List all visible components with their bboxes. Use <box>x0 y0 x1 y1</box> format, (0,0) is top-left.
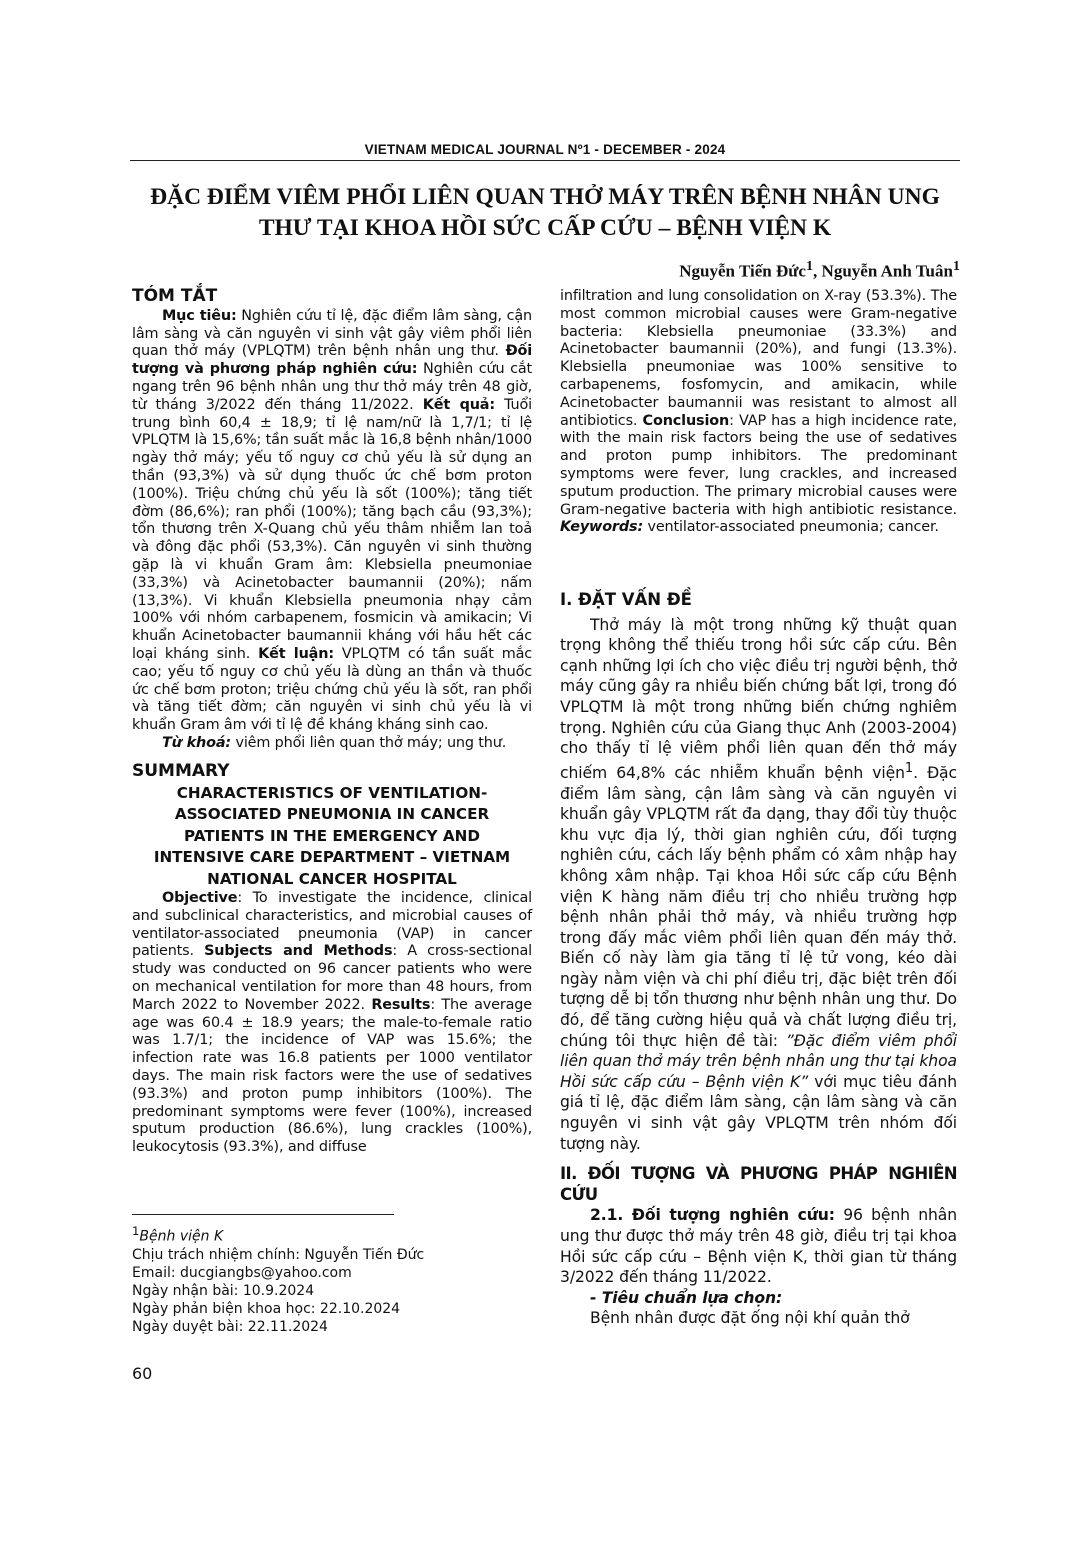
summary-keywords-text: ventilator-associated pneumonia; cancer. <box>643 519 939 536</box>
summary-results-label: Results <box>371 996 431 1013</box>
authors <box>560 258 960 282</box>
responsible-author: Chịu trách nhiệm chính: Nguyễn Tiến Đức <box>132 1246 425 1263</box>
left-column <box>132 286 533 1157</box>
section-1-text-c: với mục tiêu đánh giá tỉ lệ, đặc điểm lâm sàng, cận lâm sàng và căn nguyên vi sinh vật gây VPLQTM trên nhóm đối tượng này. <box>560 1072 957 1153</box>
summary-keywords-label: Keywords: <box>560 519 644 536</box>
summary-conclusion-text: : VAP has a high incidence rate, with the main risk factors being the use of sedatives and proton pump inhibitors. The predominant symptoms were fever, lung crackles, and increased sputum production. The primary microbial causes were Gram-negative bacteria with high antibiotic resistance. <box>560 412 957 518</box>
section-1-paragraph <box>560 615 957 1155</box>
keywords-vi-label: Từ khoá: <box>162 734 232 751</box>
page-number: 60 <box>132 1364 153 1383</box>
date-accepted: Ngày duyệt bài: 22.11.2024 <box>132 1318 328 1335</box>
author-1: Nguyễn Tiến Đức <box>679 261 806 281</box>
conclusion-text: VPLQTM có tần suất mắc cao; yếu tố nguy cơ chủ yếu là dùng an thần và thuốc ức chế bơm proton; triệu chứng chủ yếu là sốt, ran phổi và tăng tiết đờm; căn nguyên vi sinh chủ yếu là vi khuẩn Gram âm với tỉ lệ đề kháng kháng sinh cao. <box>132 645 532 734</box>
summary-results-text-right: infiltration and lung consolidation on X-ray (53.3%). The most common microbial causes were Gram-negative bacteria: Klebsiella pneumoniae (33.3%) and Acinetobacter baumannii (20%), and fungi (13.3%). Klebsiella pneumoniae was 100% sensitive to carbapenems, fosfomycin, and amikacin, while Acinetobacter baumannii was resistant to almost all antibiotics. <box>560 288 957 429</box>
abstract-vi-body <box>132 308 532 735</box>
section-2-1-text: 96 bệnh nhân ung thư được thở máy trên 48 giờ, điều trị tại khoa Hồi sức cấp cứu – Bệnh viện K, thời gian từ tháng 3/2022 đến tháng 11/2022. <box>560 1206 957 1287</box>
footnote-rule <box>132 1214 394 1215</box>
methods-text: Nghiên cứu cắt ngang trên 96 bệnh nhân ung thư thở máy trên 48 giờ, từ tháng 3/2022 đến tháng 11/2022. <box>132 361 532 413</box>
journal-header: VIETNAM MEDICAL JOURNAL Nº1 - DECEMBER - 2024 <box>364 142 726 157</box>
section-2-1-paragraph <box>560 1205 957 1287</box>
keywords-vi <box>132 735 532 753</box>
section-2-heading: II. ĐỐI TƯỢNG VÀ PHƯƠNG PHÁP NGHIÊN CỨU <box>560 1164 957 1204</box>
footnotes <box>132 1222 552 1336</box>
summary-methods-text: : A cross-sectional study was conducted on 96 cancer patients who were on mechanical ventilation for more than 48 hours, from March 2022 to November 2022. <box>132 943 532 1013</box>
summary-conclusion-label: Conclusion <box>642 412 730 429</box>
affiliation-sup: 1 <box>132 1224 140 1238</box>
header-rule <box>130 160 960 161</box>
author-separator: , <box>813 261 822 281</box>
section-1-text-a: Thở máy là một trong những kỹ thuật quan trọng không thể thiếu trong hồi sức cấp cứu. Bên cạnh những lợi ích cho việc điều trị người bệnh, thở máy cũng gây ra nhiều biến chứng bất lợi, trong đó VPLQTM là một trong những biến chứng nghiêm trọng. Nghiên cứu của Giang thục Anh (2003-2004) cho thấy tỉ lệ viêm phổi liên quan đến thở máy chiếm 64,8% các nhiễm khuẩn bệnh viện <box>560 615 957 782</box>
section-1-heading: I. ĐẶT VẤN ĐỀ <box>560 590 692 609</box>
date-reviewed: Ngày phản biện khoa học: 22.10.2024 <box>132 1300 401 1317</box>
study-topic: ”Đặc điểm viêm phổi liên quan thở máy trên bệnh nhân ung thư tại khoa Hồi sức cấp cứu – Bệnh viện K” <box>560 1031 957 1091</box>
criteria-text: Bệnh nhân được đặt ống nội khí quản thở <box>590 1309 910 1328</box>
section-1-text-b: . Đặc điểm lâm sàng, cận lâm sàng và căn nguyên vi khuẩn gây VPLQTM rất đa dạng, thay đổi tùy thuộc khu vực địa lý, thời gian nghiên cứu, đối tượng nghiên cứu, cách lấy bệnh phẩm có xâm nhập hay không xâm nhập. Tại khoa Hồi sức cấp cứu Bệnh viện K hàng năm điều trị cho nhiều trường hợp bệnh nhân phải thở máy, và nhiều trường hợp trong đấy mắc viêm phổi liên quan đến máy thở. Biến cố này làm gia tăng tỉ lệ tử vong, kéo dài ngày nằm viện và chi phí điều trị, đặc biệt trên đối tượng dễ bị tổn thương như bệnh nhân ung thư. Do đó, để tăng cường hiệu quả và chất lượng điều trị, chúng tôi thực hiện đề tài: <box>560 763 957 1050</box>
summary-results-text-left: : The average age was 60.4 ± 18.9 years; the male-to-female ratio was 1.7/1; the incidence of VAP was 15.6%; the infection rate was 16.8 patients per 1000 ventilator days. The main risk factors were the use of sedatives (93.3%) and proton pump inhibitors (100%). The predominant symptoms were fever (100%), increased sputum production (86.6%), lung crackles (100%), leukocytosis (93.3%), and diffuse <box>132 996 532 1156</box>
results-text: Tuổi trung bình 60,4 ± 18,9; tỉ lệ nam/nữ là 1,7/1; tỉ lệ VPLQTM là 15,6%; tần suất mắc là 16,8 bệnh nhân/1000 ngày thở máy; yếu tố nguy cơ chủ yếu là sử dụng an thần (93,3%) và sử dụng thuốc ức chế bơm proton (100%). Triệu chứng chủ yếu là sốt (100%); tăng tiết đờm (86,6%); ran phổi (100%); tăng bạch cầu (93,3%); tổn thương trên X-Quang chủ yếu thâm nhiễm lan toả và đông đặc phổi (53,3%). Căn nguyên vi sinh thường gặp là vi khuẩn Gram âm: Klebsiella pneumoniae (33,3%) và Acinetobacter baumannii (20%); nấm (13,3%). Vi khuẩn Klebsiella pneumonia nhạy cảm 100% với nhóm carbapenem, fosmicin và amikacin; Vi khuẩn Acinetobacter baumannii kháng với hầu hết các loại kháng sinh. <box>132 396 532 662</box>
summary-methods-label: Subjects and Methods <box>204 943 393 960</box>
keywords-vi-text: viêm phổi liên quan thở máy; ung thư. <box>231 734 507 751</box>
summary-objective-text: : To investigate the incidence, clinical and subclinical characteristics, and microbial causes of ventilator-associated pneumonia (VAP) in cancer patients. <box>132 890 532 960</box>
criteria-label: - Tiêu chuẩn lựa chọn: <box>590 1288 783 1307</box>
author-2: Nguyễn Anh Tuân <box>821 261 953 281</box>
summary-title: CHARACTERISTICS OF VENTILATION-ASSOCIATED PNEUMONIA IN CANCER PATIENTS IN THE EMERGENCY AND INTENSIVE CARE DEPARTMENT – VIETNAM NATIONAL CANCER HOSPITAL <box>153 783 511 888</box>
article-title: ĐẶC ĐIỂM VIÊM PHỔI LIÊN QUAN THỞ MÁY TRÊN BỆNH NHÂN UNG THƯ TẠI KHOA HỒI SỨC CẤP CỨU – BỆNH VIỆN K <box>150 184 940 241</box>
abstract-vi-heading: TÓM TẮT <box>132 286 218 306</box>
contact-email: Email: ducgiangbs@yahoo.com <box>132 1264 352 1281</box>
methods-label: Đối tượng và phương pháp nghiên cứu: <box>132 343 532 378</box>
objective-label: Mục tiêu: <box>162 307 237 324</box>
summary-body-left <box>132 890 532 1157</box>
citation-ref: 1 <box>904 760 914 776</box>
conclusion-label: Kết luận: <box>258 645 334 662</box>
criteria-heading <box>560 1288 957 1309</box>
author-1-affil: 1 <box>805 258 814 274</box>
summary-heading: SUMMARY <box>132 760 230 781</box>
section-2-1-label: 2.1. Đối tượng nghiên cứu: <box>590 1206 835 1225</box>
summary-objective-label: Objective <box>162 890 238 907</box>
right-column-summary <box>560 288 957 537</box>
date-received: Ngày nhận bài: 10.9.2024 <box>132 1282 315 1299</box>
right-column-body <box>560 590 957 1329</box>
author-2-affil: 1 <box>952 258 960 274</box>
results-label: Kết quả: <box>422 396 495 413</box>
affiliation <box>132 1222 552 1246</box>
summary-body-right <box>560 288 957 537</box>
objective-text: Nghiên cứu tỉ lệ, đặc điểm lâm sàng, cận lâm sàng và căn nguyên vi sinh vật gây viêm phổi liên quan thở máy (VPLQTM) trên bệnh nhân ung thư. <box>132 307 533 360</box>
affiliation-text: Bệnh viện K <box>139 1228 224 1245</box>
